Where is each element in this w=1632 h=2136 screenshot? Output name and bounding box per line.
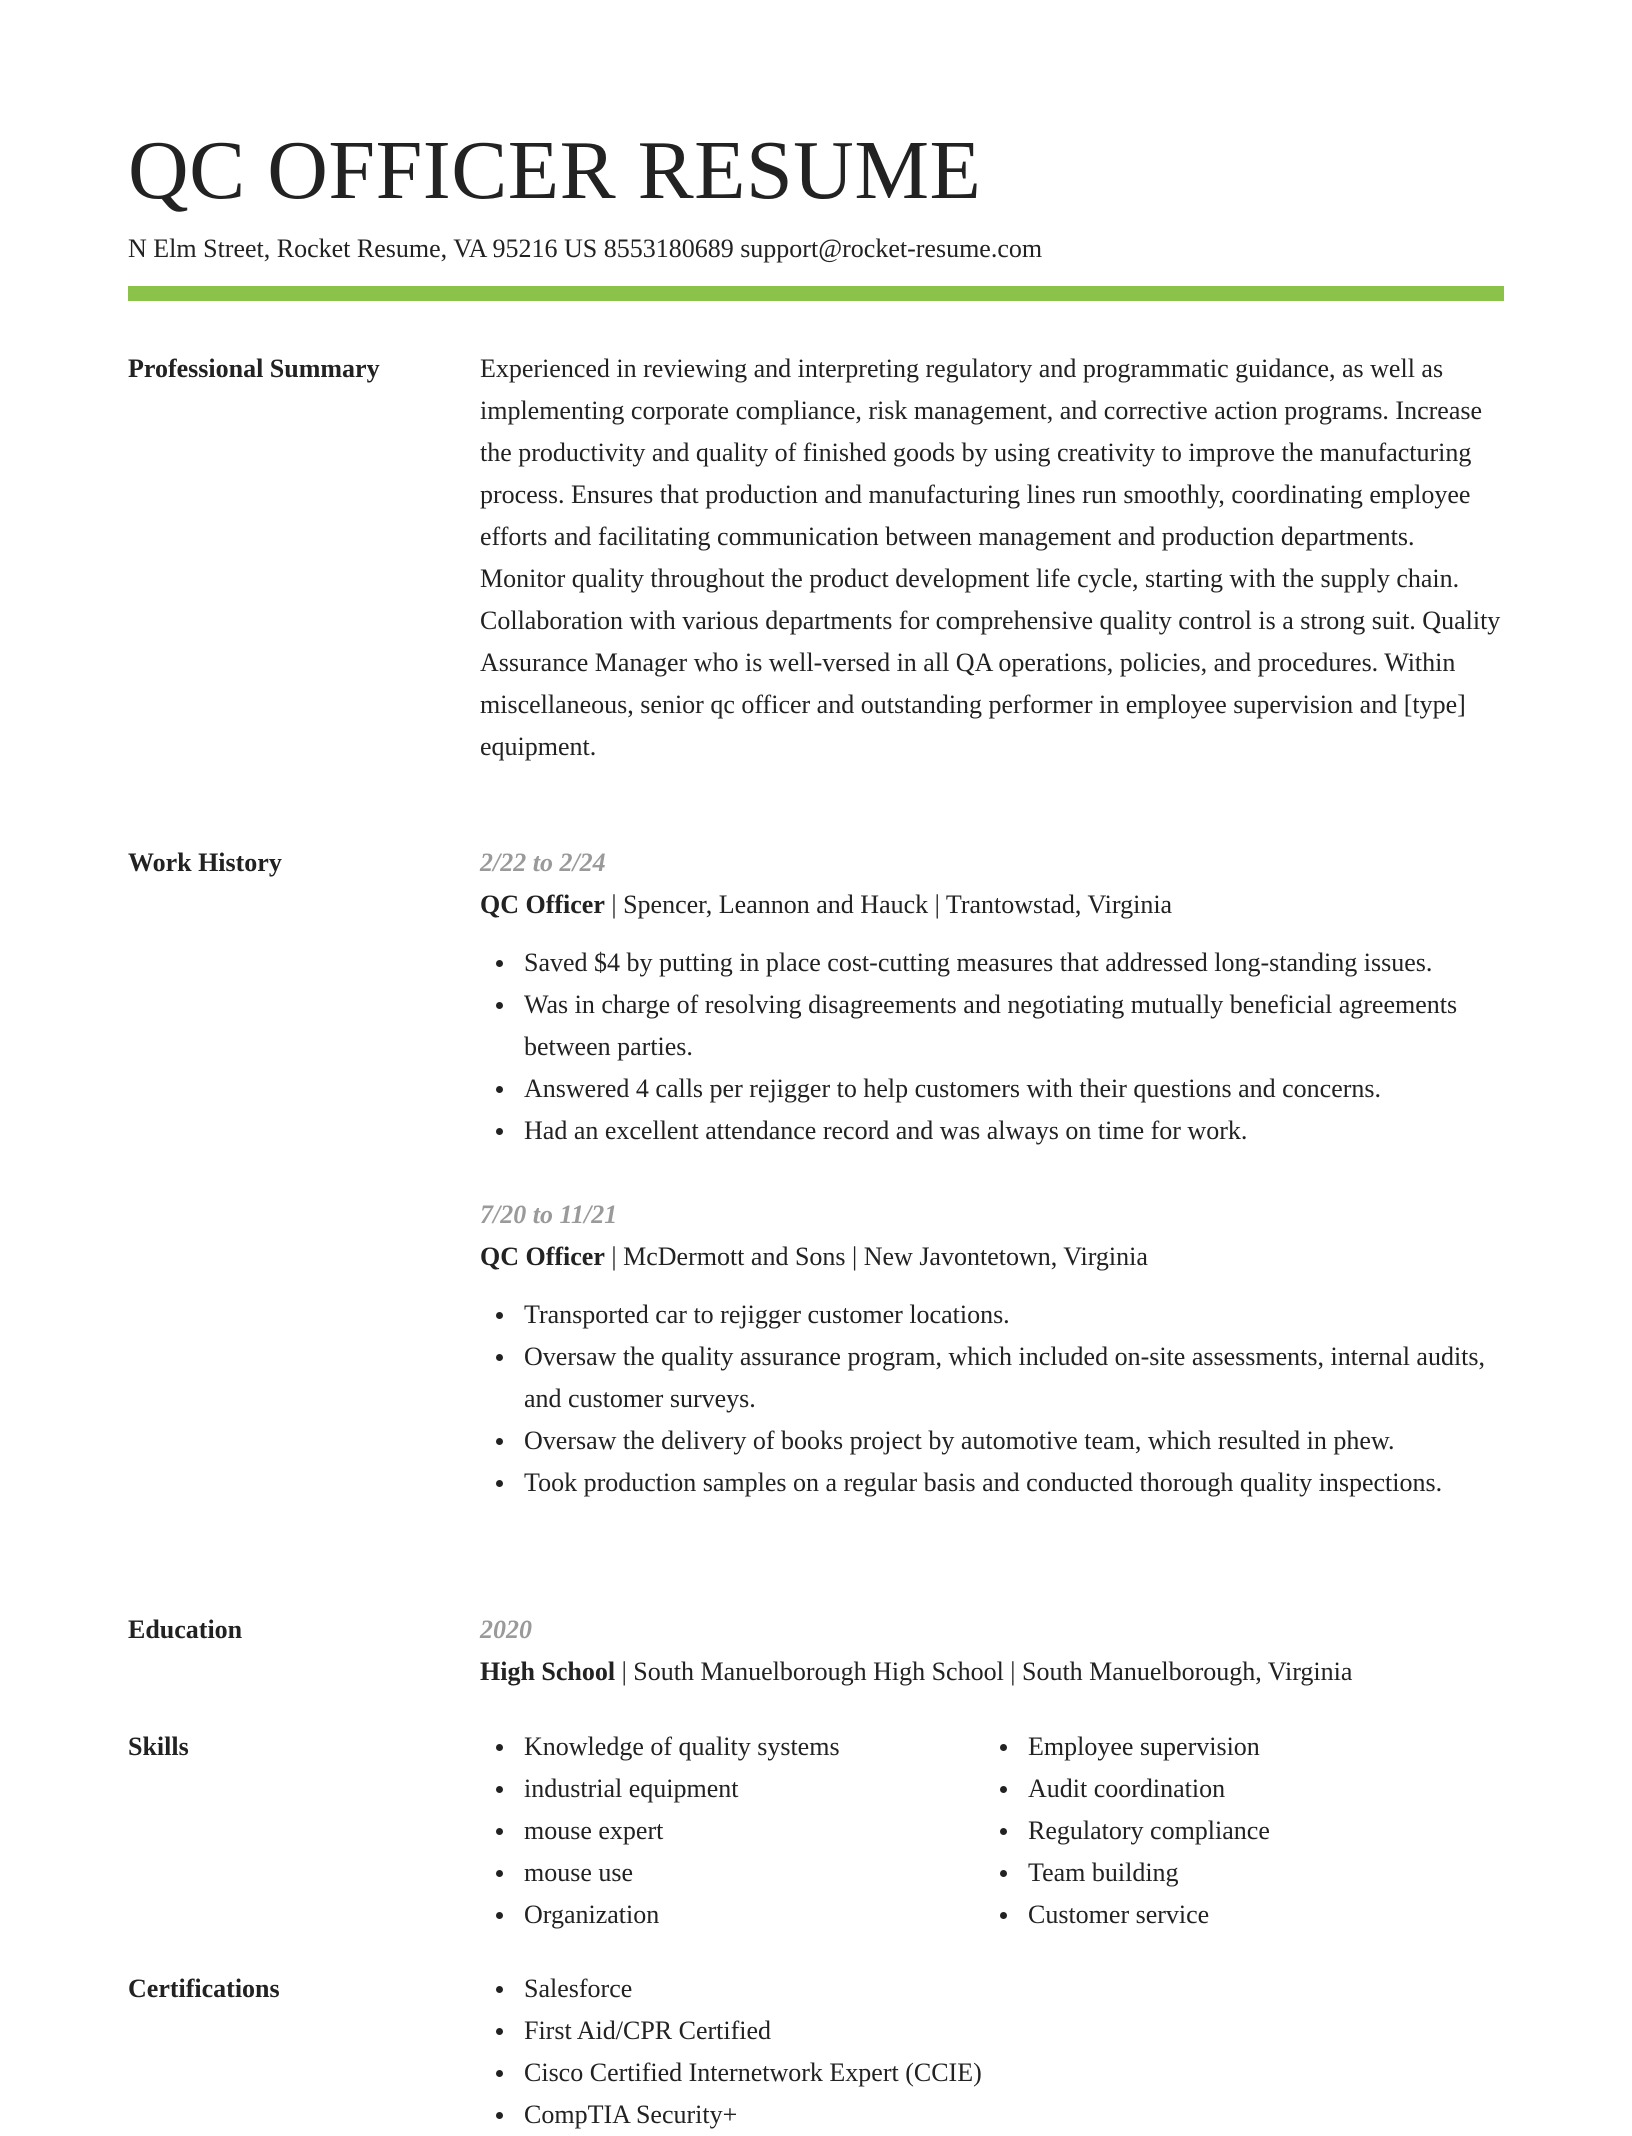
skill-item: Customer service [984, 1894, 1504, 1936]
skill-item: Employee supervision [984, 1726, 1504, 1768]
job-title-line [480, 1236, 1504, 1278]
education-body [480, 1609, 1504, 1693]
job-employer-location: | Spencer, Leannon and Hauck | Trantowstad, Virginia [604, 890, 1173, 919]
resume-title: QC OFFICER RESUME [128, 124, 982, 217]
accent-divider [128, 286, 1504, 301]
job-bullet: Had an excellent attendance record and was always on time for work. [480, 1110, 1504, 1152]
skills-column-right [984, 1726, 1504, 1936]
certification-item: First Aid/CPR Certified [480, 2010, 1504, 2052]
skills-body [480, 1726, 1504, 1936]
job-bullet: Oversaw the quality assurance program, which included on-site assessments, internal audits, and customer surveys. [480, 1336, 1504, 1420]
job-entry [480, 842, 1504, 1152]
job-bullet: Answered 4 calls per rejigger to help customers with their questions and concerns. [480, 1068, 1504, 1110]
summary-text: Experienced in reviewing and interpreting regulatory and programmatic guidance, as well as implementing corporate compliance, risk management, and corrective action programs. Increase the productivity and quality of finished goods by using creativity to improve the manufacturing process. Ensures that production and manufacturing lines run smoothly, coordinating employee efforts and facilitating communication between management and production departments. Monitor quality throughout the product development life cycle, starting with the supply chain. Collaboration with various departments for comprehensive quality control is a strong suit. Quality Assurance Manager who is well-versed in all QA operations, policies, and procedures. Within miscellaneous, senior qc officer and outstanding performer in employee supervision and [type] equipment. [480, 354, 1501, 761]
skill-item: mouse expert [480, 1810, 984, 1852]
skill-item: Regulatory compliance [984, 1810, 1504, 1852]
contact-line: N Elm Street, Rocket Resume, VA 95216 US 8553180689 support@rocket-resume.com [128, 234, 1043, 263]
job-entry [480, 1194, 1504, 1504]
certification-item: Salesforce [480, 1968, 1504, 2010]
education-year: 2020 [480, 1615, 532, 1644]
job-bullet-list [480, 1294, 1504, 1504]
job-bullet: Transported car to rejigger customer locations. [480, 1294, 1504, 1336]
certification-list [480, 1968, 1504, 2136]
education-school-location: | South Manuelborough High School | South Manuelborough, Virginia [615, 1657, 1353, 1686]
skill-item: Audit coordination [984, 1768, 1504, 1810]
section-label-certifications: Certifications [128, 1974, 280, 2003]
section-label-work-history: Work History [128, 848, 282, 877]
job-bullet: Took production samples on a regular basis and conducted thorough quality inspections. [480, 1462, 1504, 1504]
job-dates: 2/22 to 2/24 [480, 848, 606, 877]
work-history-body [480, 842, 1504, 1504]
certification-item: CompTIA Security+ [480, 2094, 1504, 2136]
certification-item: Cisco Certified Internetwork Expert (CCIE) [480, 2052, 1504, 2094]
job-dates: 7/20 to 11/21 [480, 1200, 618, 1229]
job-bullet: Was in charge of resolving disagreements and negotiating mutually beneficial agreements between parties. [480, 984, 1504, 1068]
section-label-education: Education [128, 1615, 243, 1644]
skill-item: mouse use [480, 1852, 984, 1894]
job-bullet: Oversaw the delivery of books project by automotive team, which resulted in phew. [480, 1420, 1504, 1462]
skills-grid [480, 1726, 1504, 1936]
summary-body [480, 348, 1504, 768]
certifications-body [480, 1968, 1504, 2136]
job-title: QC Officer [480, 890, 605, 919]
job-bullet: Saved $4 by putting in place cost-cutting measures that addressed long-standing issues. [480, 942, 1504, 984]
education-degree: High School [480, 1657, 616, 1686]
section-label-skills: Skills [128, 1732, 189, 1761]
skill-item: industrial equipment [480, 1768, 984, 1810]
job-bullet-list [480, 942, 1504, 1152]
skills-column-left [480, 1726, 984, 1936]
job-title-line [480, 884, 1504, 926]
skill-item: Team building [984, 1852, 1504, 1894]
education-line [480, 1651, 1504, 1693]
job-employer-location: | McDermott and Sons | New Javontetown, Virginia [604, 1242, 1148, 1271]
job-title: QC Officer [480, 1242, 605, 1271]
skill-item: Organization [480, 1894, 984, 1936]
skill-item: Knowledge of quality systems [480, 1726, 984, 1768]
section-label-summary: Professional Summary [128, 354, 380, 383]
